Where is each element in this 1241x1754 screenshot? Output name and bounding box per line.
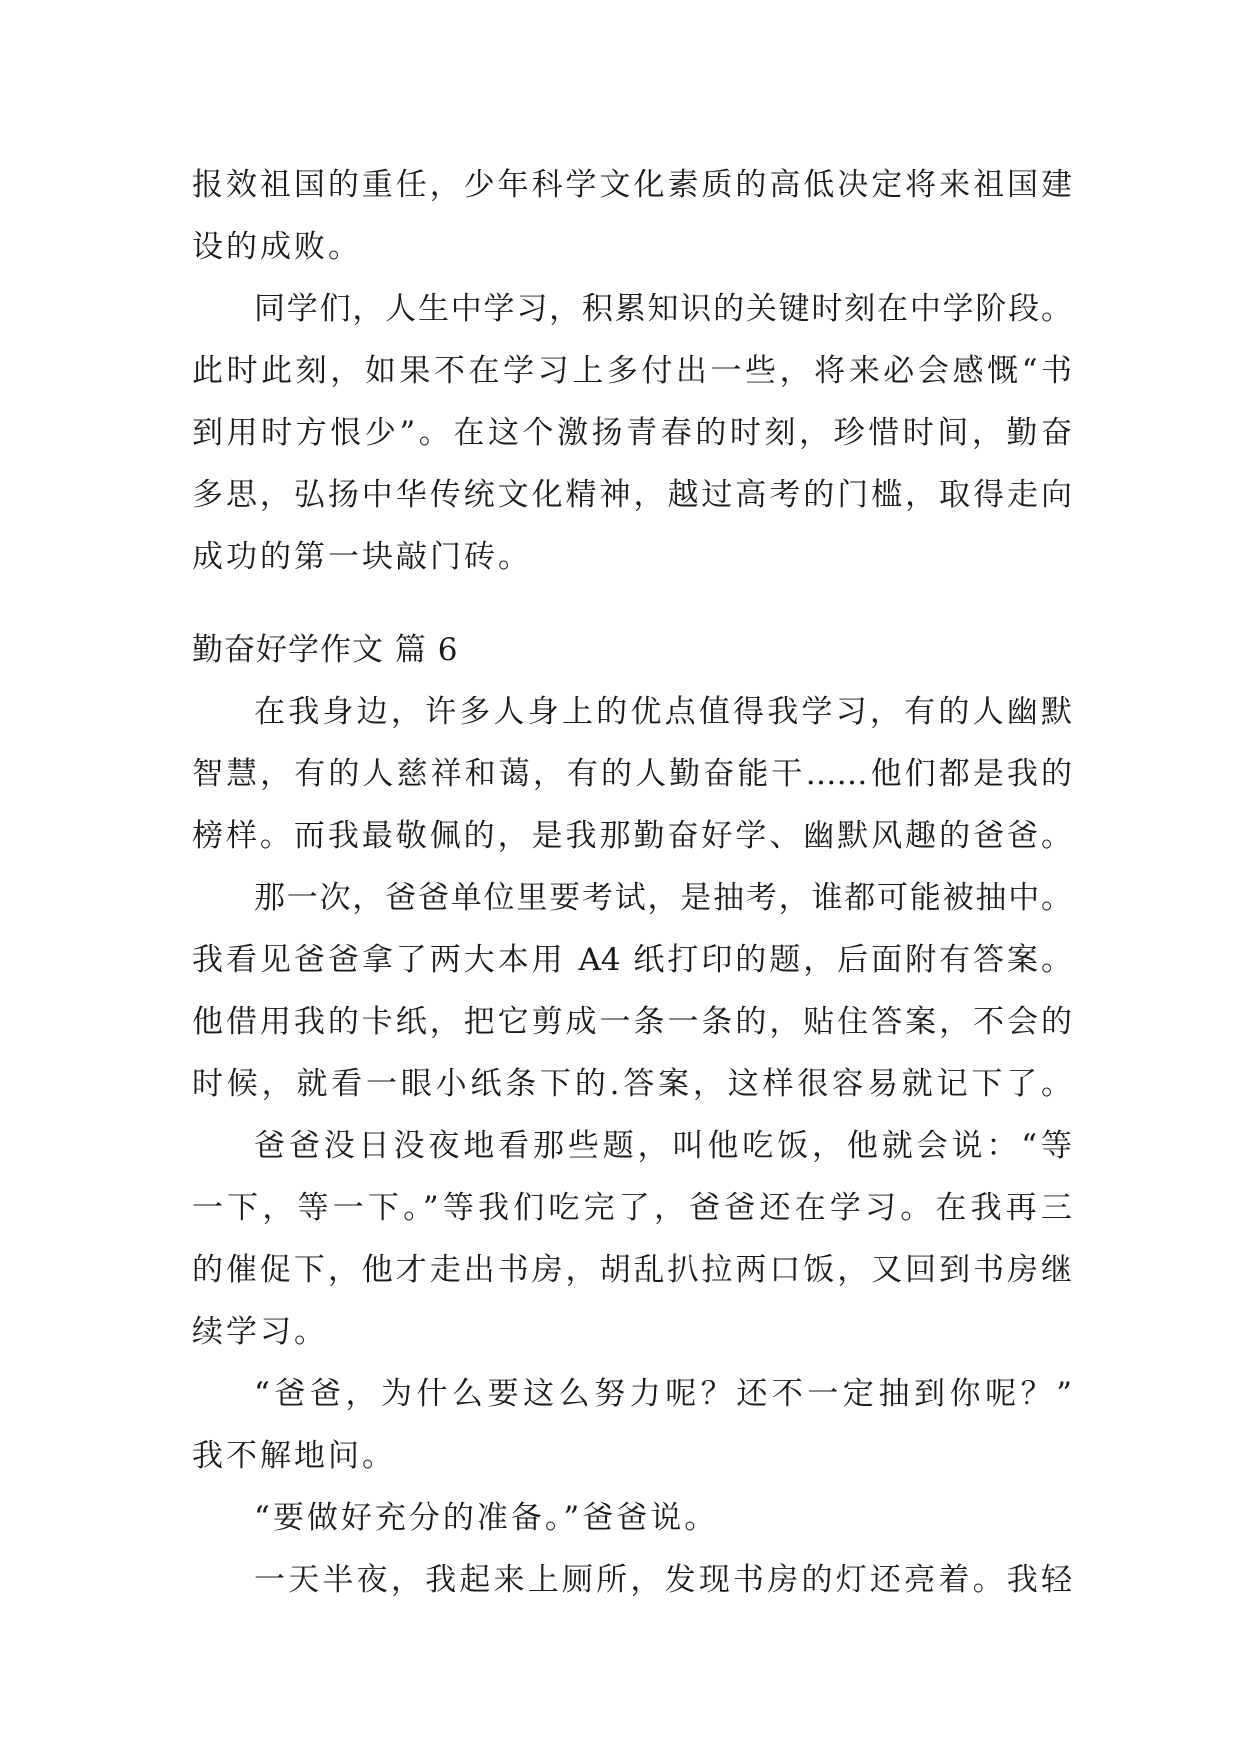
text-line: 我看见爸爸拿了两大本用 A4 纸打印的题，后面附有答案。 [192, 942, 1072, 978]
text-line: 我不解地问。 [192, 1438, 396, 1474]
text-line: 榜样。而我最敬佩的，是我那勤奋好学、幽默风趣的爸爸。 [192, 818, 1072, 854]
paragraph-first-line: “要做好充分的准备。”爸爸说。 [254, 1500, 719, 1536]
text-line: 报效祖国的重任，少年科学文化素质的高低决定将来祖国建 [192, 167, 1072, 203]
text-line: 设的成败。 [192, 229, 362, 265]
section-heading: 勤奋好学作文 篇 6 [192, 632, 459, 668]
text-line: 成功的第一块敲门砖。 [192, 539, 532, 575]
paragraph-first-line: 在我身边，许多人身上的优点值得我学习，有的人幽默 [254, 694, 1072, 730]
paragraph-first-line: 爸爸没日没夜地看那些题，叫他吃饭，他就会说：“等 [254, 1128, 1072, 1164]
text-line: 此时此刻，如果不在学习上多付出一些，将来必会感慨“书 [192, 353, 1072, 389]
text-line: 他借用我的卡纸，把它剪成一条一条的，贴住答案，不会的 [192, 1004, 1072, 1040]
text-line: 到用时方恨少”。在这个激扬青春的时刻，珍惜时间，勤奋 [192, 415, 1072, 451]
paragraph-first-line: 那一次，爸爸单位里要考试，是抽考，谁都可能被抽中。 [254, 880, 1072, 916]
text-line: 时候，就看一眼小纸条下的.答案，这样很容易就记下了。 [192, 1066, 1072, 1102]
text-line: 的催促下，他才走出书房，胡乱扒拉两口饭，又回到书房继 [192, 1252, 1072, 1288]
text-line: 续学习。 [192, 1314, 328, 1350]
text-line: 一下，等一下。”等我们吃完了，爸爸还在学习。在我再三 [192, 1190, 1072, 1226]
paragraph-first-line: 一天半夜，我起来上厕所，发现书房的灯还亮着。我轻 [254, 1562, 1072, 1598]
text-line: 多思，弘扬中华传统文化精神，越过高考的门槛，取得走向 [192, 477, 1072, 513]
paragraph-first-line: “爸爸，为什么要这么努力呢？还不一定抽到你呢？” [254, 1376, 1072, 1412]
paragraph-first-line: 同学们，人生中学习，积累知识的关键时刻在中学阶段。 [254, 291, 1072, 327]
text-line: 智慧，有的人慈祥和蔼，有的人勤奋能干……他们都是我的 [192, 756, 1072, 792]
